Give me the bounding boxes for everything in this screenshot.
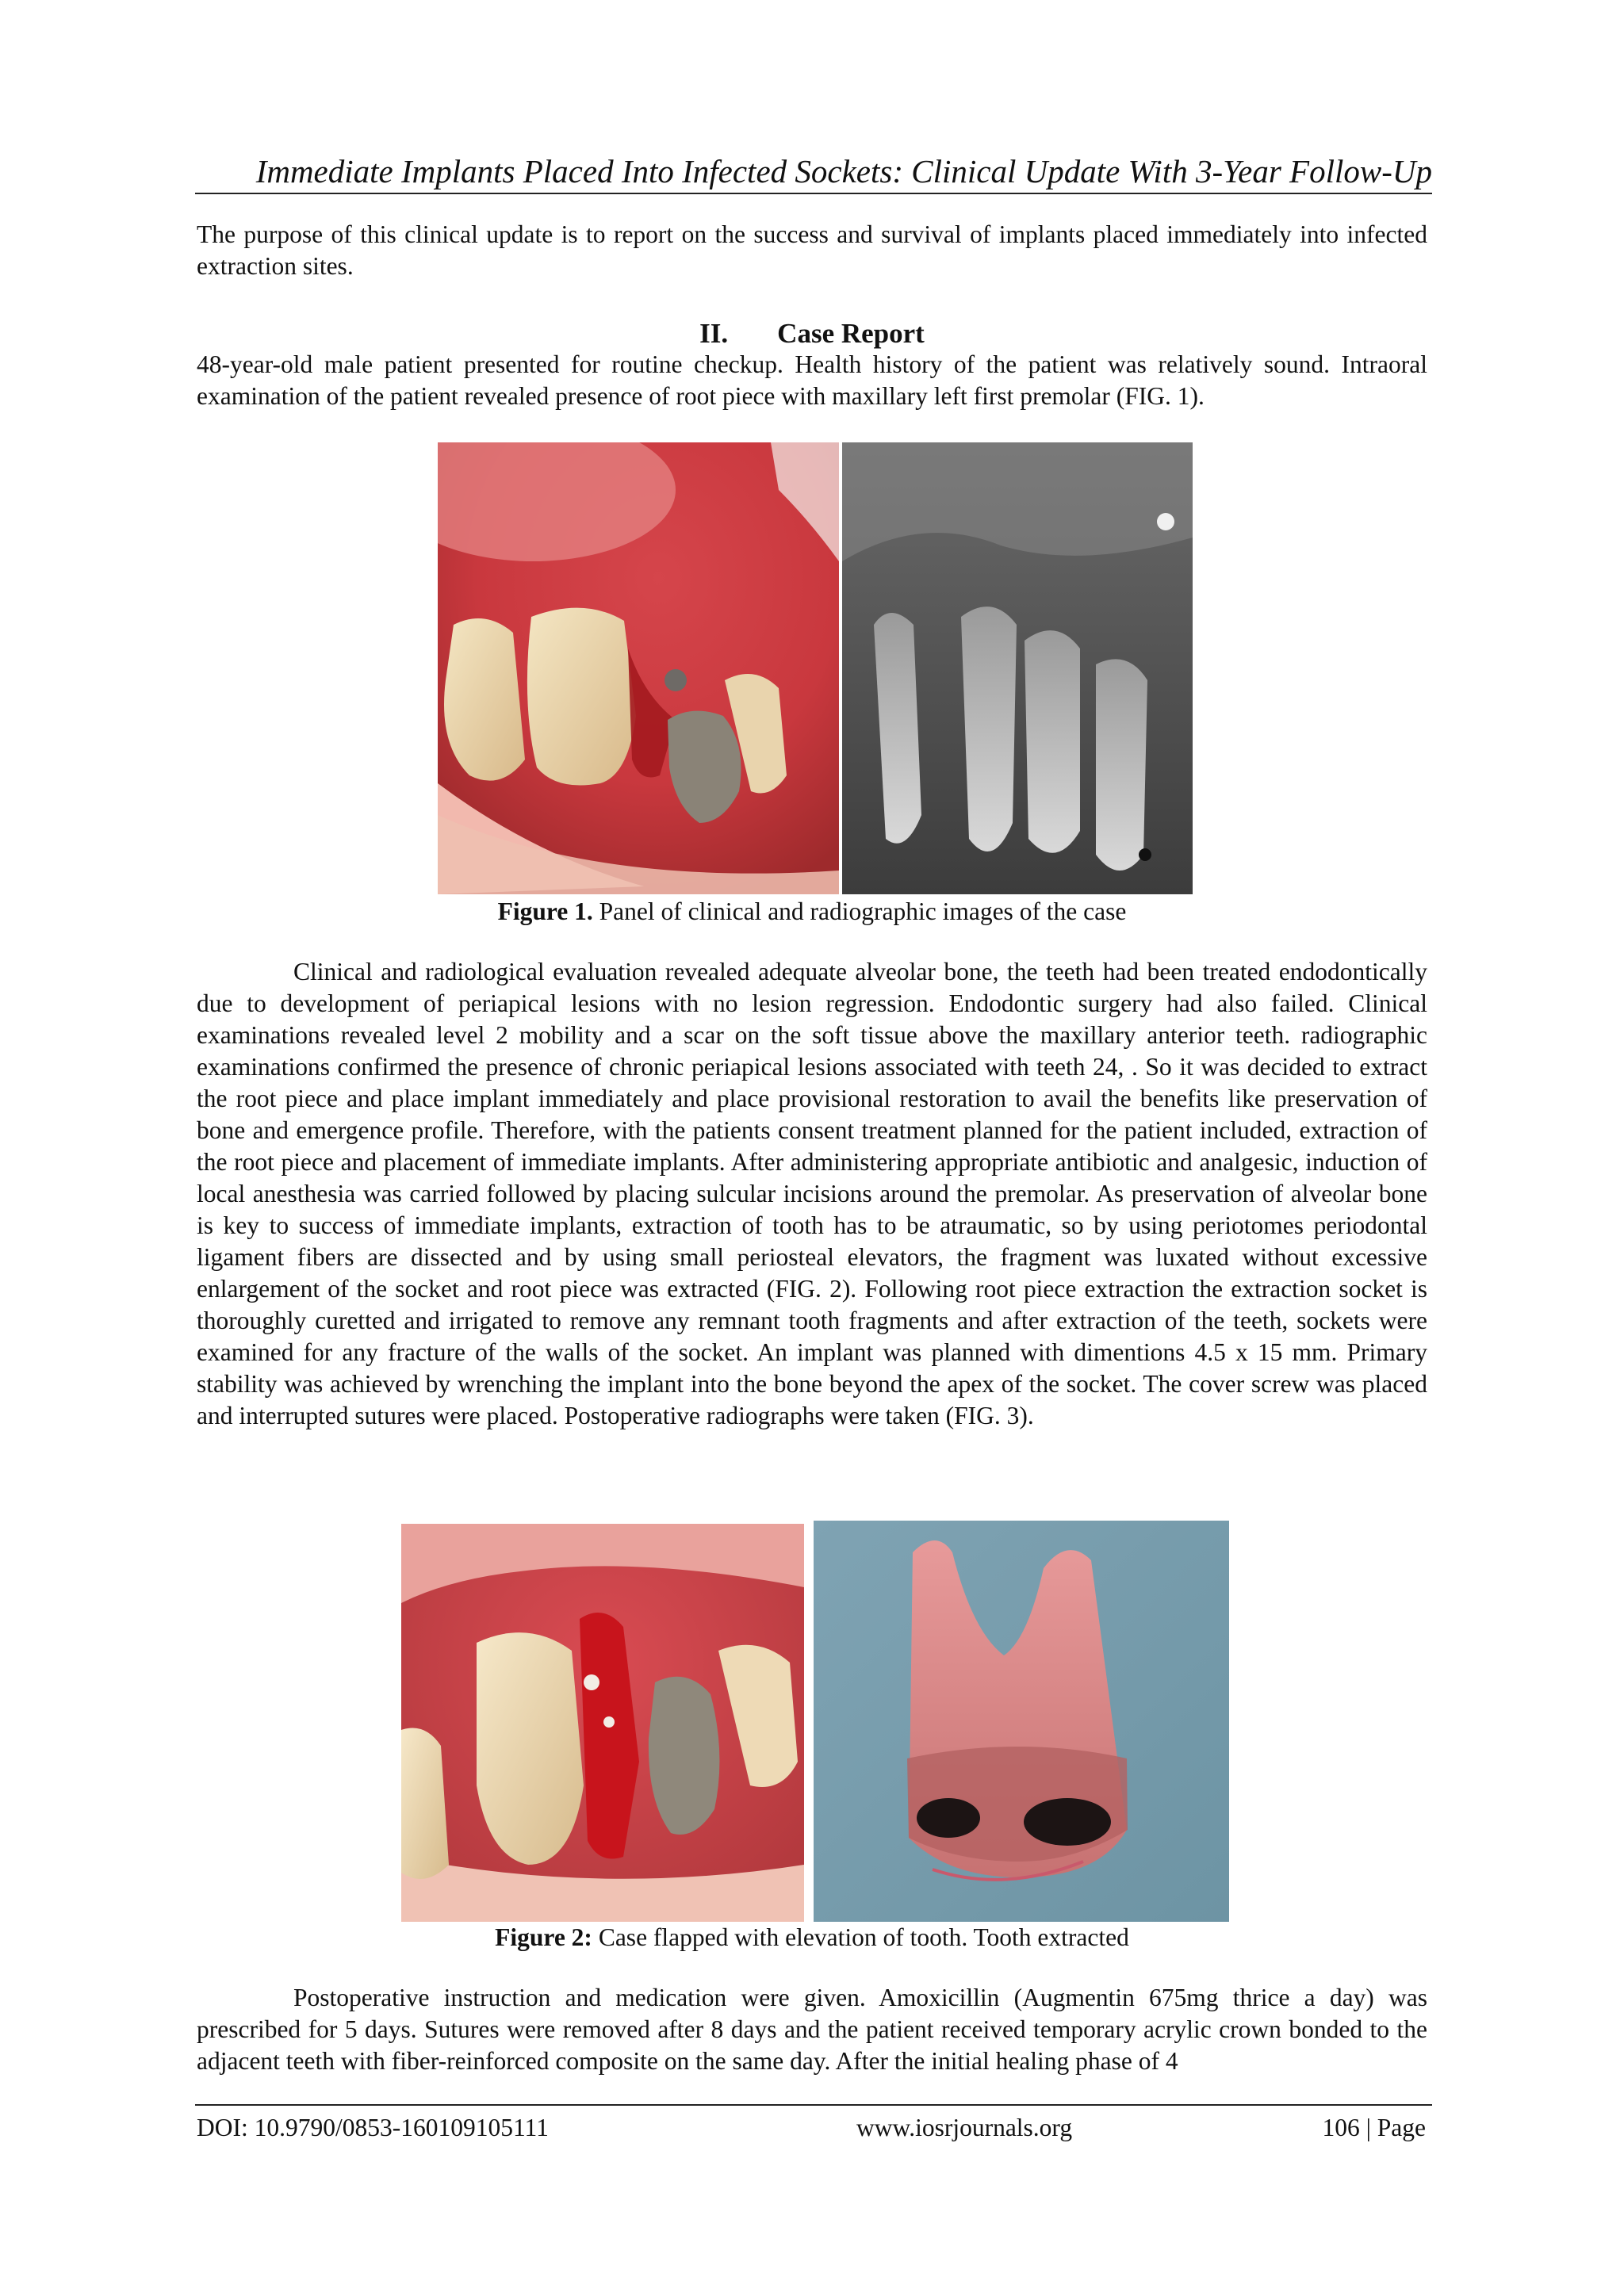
figure2-caption-text: Case flapped with elevation of tooth. Tooth extracted (592, 1923, 1129, 1951)
figure1-caption (197, 896, 1427, 928)
figure2-extracted-tooth-photo (814, 1521, 1229, 1922)
figure1-caption-text: Panel of clinical and radiographic images of the case (592, 897, 1127, 925)
case-paragraph: 48-year-old male patient presented for routine checkup. Health history of the patient was relatively sound. Intraoral examination of the patient revealed presence of root piece with maxillary left first premolar (FIG. 1). (197, 350, 1427, 410)
figure1-radiograph (842, 442, 1193, 894)
figure2-label: Figure 2: (495, 1923, 592, 1951)
header-rule (195, 193, 1432, 194)
footer-page-number: 106 | Page (1322, 2114, 1426, 2141)
evaluation-paragraph: Clinical and radiological evaluation revealed adequate alveolar bone, the teeth had been treated endodontically due to development of periapical lesions with no lesion regression. Endodontic surgery had also failed. Clinical examinations revealed level 2 mobility and a scar on the soft tissue above the maxillary anterior teeth. radiographic examinations confirmed the presence of chronic periapical lesions associated with teeth 24, . So it was decided to extract the root piece and place implant immediately and place provisional restoration to avail the benefits like preservation of bone and emergence profile. Therefore, with the patients consent treatment planned for the patient included, extraction of the root piece and placement of immediate implants. After administering appropriate antibiotic and analgesic, induction of local anesthesia was carried followed by placing sulcular incisions around the premolar. As preservation of alveolar bone is key to success of immediate implants, extraction of tooth has to be atraumatic, so by using periotomes periodontal ligament fibers are dissected and by using small periosteal elevators, the fragment was luxated without excessive enlargement of the socket and root piece was extracted (FIG. 2). Following root piece extraction the extraction socket is thoroughly curetted and irrigated to remove any remnant tooth fragments and after extraction of the teeth, sockets were examined for any fracture of the walls of the socket. An implant was planned with dimentions 4.5 x 15 mm. Primary stability was achieved by wrenching the implant into the bone beyond the apex of the socket. The cover screw was placed and interrupted sutures were placed. Postoperative radiographs were taken (FIG. 3). (197, 958, 1427, 1429)
footer-doi: DOI: 10.9790/0853-160109105111 (197, 2114, 549, 2141)
section-number: II. (699, 318, 729, 349)
figure2-caption (197, 1922, 1427, 1954)
figure1-label: Figure 1. (497, 897, 593, 925)
running-header-title: Immediate Implants Placed Into Infected Sockets: Clinical Update With 3-Year Follow-Up (255, 153, 1432, 189)
footer-website: www.iosrjournals.org (856, 2114, 1073, 2141)
postop-paragraph: Postoperative instruction and medication were given. Amoxicillin (Augmentin 675mg thrice a day) was prescribed for 5 days. Sutures were removed after 8 days and the patient received temporary acrylic crown bonded to the adjacent teeth with fiber-reinforced composite on the same day. After the initial healing phase of 4 (197, 1984, 1427, 2075)
figure1-clinical-photo (438, 442, 839, 894)
figure2-flapped-case-photo (401, 1524, 804, 1922)
footer-rule (195, 2104, 1432, 2106)
intro-paragraph: The purpose of this clinical update is to report on the success and survival of implants placed immediately into infected extraction sites. (197, 220, 1427, 280)
section-heading (197, 317, 1427, 350)
section-title: Case Report (777, 318, 925, 349)
